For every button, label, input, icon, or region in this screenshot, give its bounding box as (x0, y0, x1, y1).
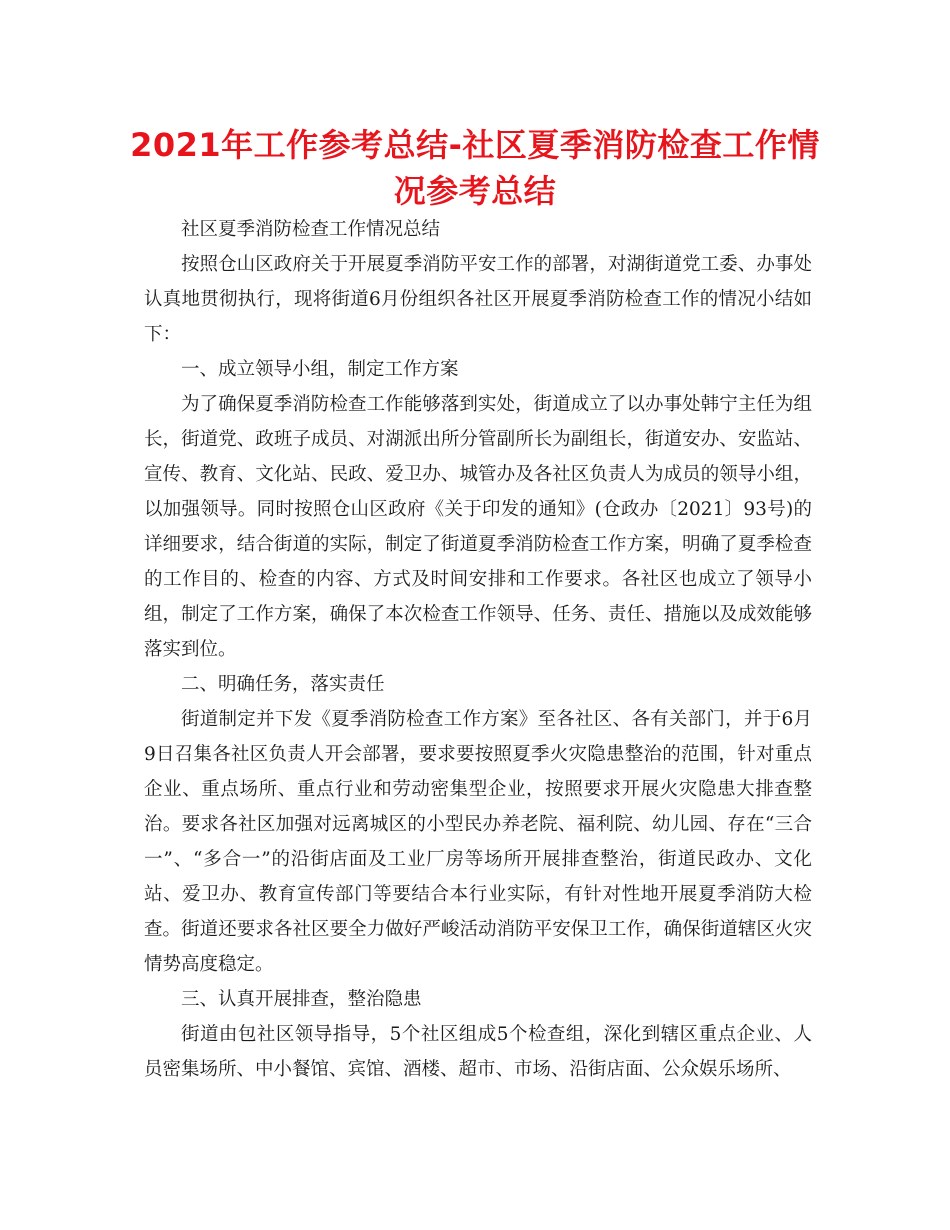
paragraph-section-2: 街道制定并下发《夏季消防检查工作方案》至各社区、各有关部门，并于6月9日召集各社区负责人开会部署，要求要按照夏季火灾隐患整治的范围，针对重点企业、重点场所、重点行业和劳动密集型企业，按照要求开展火灾隐患大排查整治。要求各社区加强对远离城区的小型民办养老院、福利院、幼儿园、存在“三合一”、“多合一”的沿街店面及工业厂房等场所开展排查整治，街道民政办、文化站、爱卫办、教育宣传部门等要结合本行业实际，有针对性地开展夏季消防大检查。街道还要求各社区要全力做好严峻活动消防平安保卫工作，确保街道辖区火灾情势高度稳定。 (144, 709, 812, 975)
paragraph-subtitle: 社区夏季消防检查工作情况总结 (181, 219, 441, 240)
section-heading-3: 三、认真开展排查，整治隐患 (181, 989, 422, 1010)
document-title: 2021年工作参考总结-社区夏季消防检查工作情况参考总结 (130, 126, 820, 210)
paragraph-section-1: 为了确保夏季消防检查工作能够落到实处，街道成立了以办事处韩宁主任为组长，街道党、政班子成员、对湖派出所分管副所长为副组长，街道安办、安监站、宣传、教育、文化站、民政、爱卫办、城管办及各社区负责人为成员的领导小组，以加强领导。同时按照仓山区政府《关于印发的通知》(仓政办〔2021〕93号)的详细要求，结合街道的实际，制定了街道夏季消防检查工作方案，明确了夏季检查的工作目的、检查的内容、方式及时间安排和工作要求。各社区也成立了领导小组，制定了工作方案，确保了本次检查工作领导、任务、责任、措施以及成效能够落实到位。 (144, 394, 812, 660)
paragraph-section-3: 街道由包社区领导指导，5个社区组成5个检查组，深化到辖区重点企业、人员密集场所、中小餐馆、宾馆、酒楼、超市、市场、沿街店面、公众娱乐场所、 (144, 1024, 812, 1080)
section-heading-2: 二、明确任务，落实责任 (181, 674, 385, 695)
section-heading-1: 一、成立领导小组，制定工作方案 (181, 359, 459, 380)
document-body (144, 212, 812, 1087)
paragraph-intro: 按照仓山区政府关于开展夏季消防平安工作的部署，对湖街道党工委、办事处认真地贯彻执行，现将街道6月份组织各社区开展夏季消防检查工作的情况小结如下： (144, 254, 812, 345)
